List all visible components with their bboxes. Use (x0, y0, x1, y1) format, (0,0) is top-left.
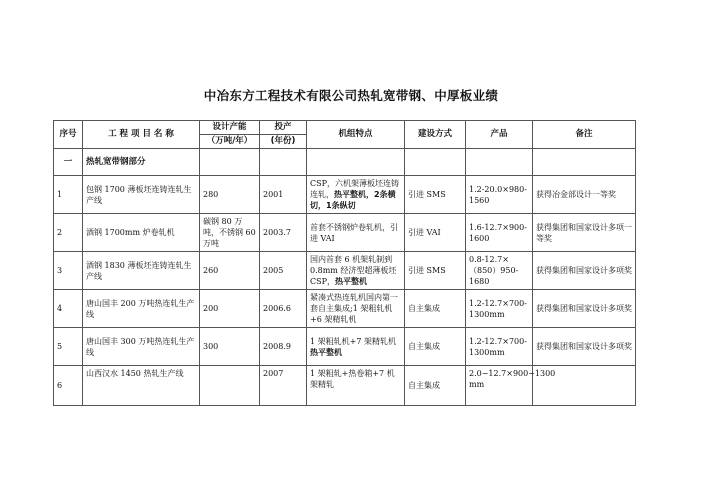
row-product: 0.8-12.7×（850）950-1680 (466, 252, 533, 290)
row-features-text: CSP，六机架薄板坯连铸连轧， (310, 179, 399, 199)
row-features (307, 290, 405, 328)
row-product: 2.0~12.7×900~1300 mm (466, 366, 533, 406)
row-mode: 自主集成 (405, 290, 466, 328)
row-remark: 获得集团和国家设计多项奖 (533, 290, 636, 328)
header-mode: 建设方式 (405, 121, 466, 149)
row-capacity: 280 (200, 176, 260, 214)
table-row (54, 290, 636, 328)
row-name: 唐山国丰 300 万吨热连轧生产线 (83, 328, 200, 366)
row-no: 5 (54, 328, 83, 366)
row-features-bold: 热平整机，2条横切，1条纵切 (310, 190, 396, 210)
row-name: 酒钢 1700mm 炉卷轧机 (83, 214, 200, 252)
header-product: 产品 (466, 121, 533, 149)
header-no: 序号 (54, 121, 83, 149)
row-features (307, 176, 405, 214)
header-year-bottom: (年份) (260, 135, 307, 149)
row-no: 3 (54, 252, 83, 290)
section-row (54, 149, 636, 176)
header-capacity-top: 设计产能 (200, 121, 260, 135)
row-capacity (200, 366, 260, 406)
row-year: 2005 (260, 252, 307, 290)
header-remark: 备注 (533, 121, 636, 149)
row-features-text: 1 架粗轧机+7 架精轧机 (310, 336, 396, 346)
table-row (54, 252, 636, 290)
row-name: 酒钢 1830 薄板坯连铸连轧生产线 (83, 252, 200, 290)
row-features (307, 366, 405, 406)
row-name: 包钢 1700 薄板坯连铸连轧生产线 (83, 176, 200, 214)
section-title: 热轧宽带钢部分 (83, 149, 200, 176)
row-features-bold: 热平整机 (310, 347, 342, 357)
row-product: 1.2-20.0×980-1560 (466, 176, 533, 214)
row-features (307, 252, 405, 290)
header-capacity-bottom: （万吨/年） (200, 135, 260, 149)
row-capacity: 300 (200, 328, 260, 366)
row-year: 2003.7 (260, 214, 307, 252)
row-no: 4 (54, 290, 83, 328)
row-mode: 自主集成 (405, 328, 466, 366)
row-remark: 获得集团和国家设计多项奖 (533, 328, 636, 366)
page-title: 中冶东方工程技术有限公司热轧宽带钢、中厚板业绩 (203, 88, 499, 103)
table-row (54, 214, 636, 252)
row-no: 1 (54, 176, 83, 214)
performance-table (53, 120, 636, 406)
table-header-row-1 (54, 121, 636, 135)
row-mode: 引进 SMS (405, 176, 466, 214)
row-capacity: 260 (200, 252, 260, 290)
row-product: 1.6-12.7×900-1600 (466, 214, 533, 252)
header-features: 机组特点 (307, 121, 405, 149)
row-mode: 自主集成 (405, 366, 466, 406)
row-capacity: 200 (200, 290, 260, 328)
section-no: 一 (54, 149, 83, 176)
row-no: 2 (54, 214, 83, 252)
row-year: 2006.6 (260, 290, 307, 328)
row-remark: 获得集团和国家设计多项一等奖 (533, 214, 636, 252)
row-capacity: 碳钢 80 万吨，不锈钢 60 万吨 (200, 214, 260, 252)
row-product: 1.2-12.7×700-1300mm (466, 328, 533, 366)
row-mode: 引进 SMS (405, 252, 466, 290)
header-year-top: 投产 (260, 121, 307, 135)
row-mode: 引进 VAI (405, 214, 466, 252)
table-row (54, 328, 636, 366)
row-product: 1.2-12.7×700-1300mm (466, 290, 533, 328)
row-features-bold: 热平整机 (334, 277, 367, 286)
row-name: 山西汉水 1450 热轧生产线 (83, 366, 200, 406)
row-features-text: 国内首套 6 机架轧制到 0.8mm 经济型超薄板坯 CSP， (310, 255, 397, 286)
row-features-text: 1 架粗轧+热卷箱+7 机架精轧 (310, 369, 395, 389)
row-no: 6 (54, 366, 83, 406)
row-name: 唐山国丰 200 万吨热连轧生产线 (83, 290, 200, 328)
row-features-text: 首套不锈钢炉卷轧机，引进 VAI (310, 222, 398, 243)
table-row (54, 176, 636, 214)
row-year: 2001 (260, 176, 307, 214)
row-features-text: 紧凑式热连轧机国内第一套自主集成;1 架粗轧机+6 架精轧机 (310, 293, 398, 324)
header-name: 工 程 项 目 名 称 (83, 121, 200, 149)
row-remark: 获得冶金部设计一等奖 (533, 176, 636, 214)
row-features (307, 214, 405, 252)
row-year: 2008.9 (260, 328, 307, 366)
table-row (54, 366, 636, 406)
row-remark: 获得集团和国家设计多项奖 (533, 252, 636, 290)
row-features (307, 328, 405, 366)
row-year: 2007 (260, 366, 307, 406)
